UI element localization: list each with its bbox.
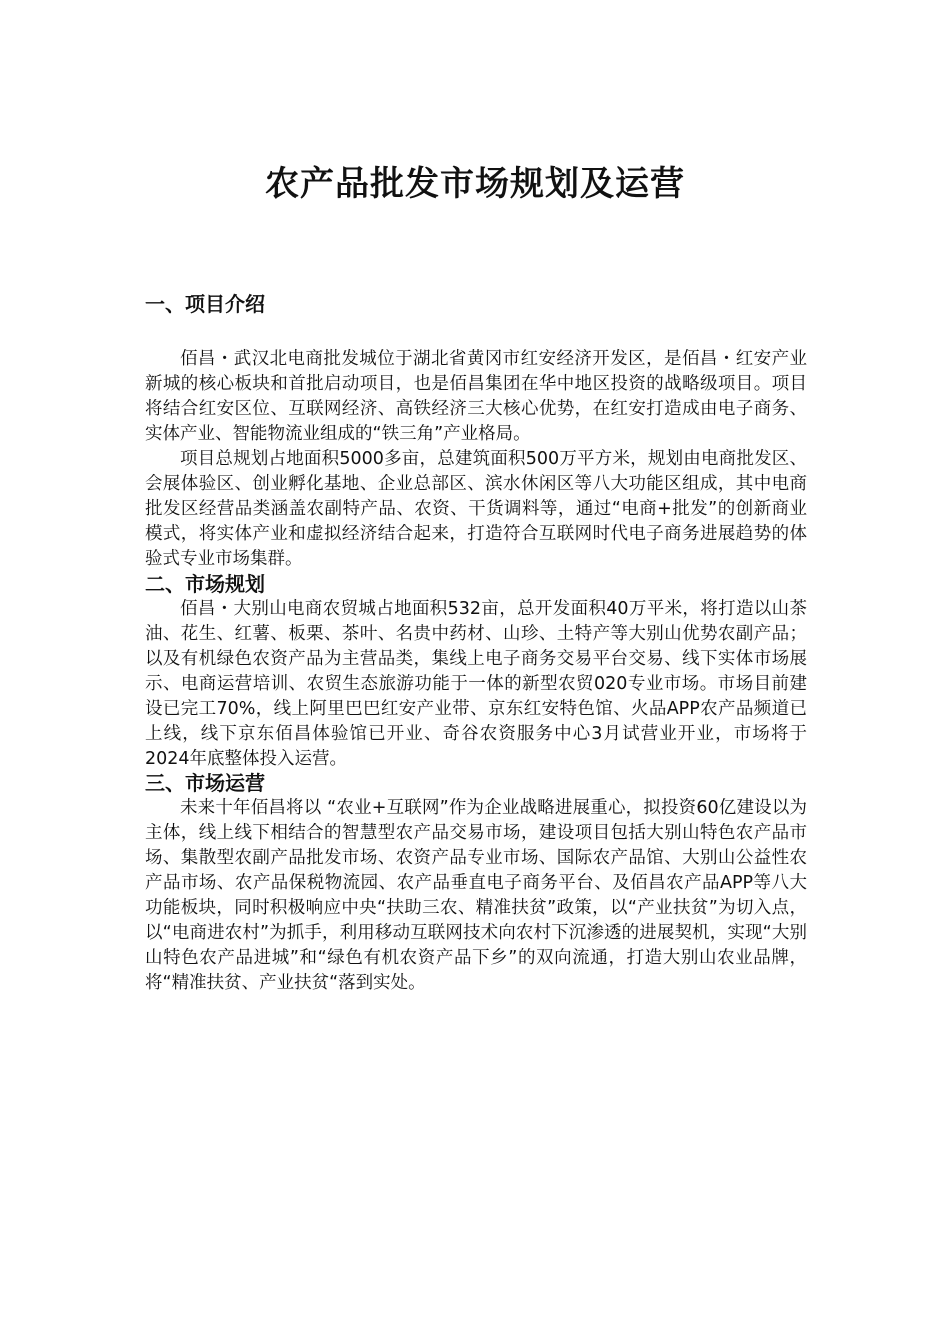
paragraph: 佰昌・武汉北电商批发城位于湖北省黄冈市红安经济开发区，是佰昌・红安产业新城的核心板块和首批启动项目，也是佰昌集团在华中地区投资的战略级项目。项目将结合红安区位、互联网经济、高铁经济三大核心优势，在红安打造成由电子商务、实体产业、智能物流业组成的“铁三角”产业格局。 [145, 349, 807, 444]
paragraph: 项目总规划占地面积5000多亩，总建筑面积500万平方米，规划由电商批发区、会展体验区、创业孵化基地、企业总部区、滨水休闲区等八大功能区组成，其中电商批发区经营品类涵盖农副特产品、农资、干货调料等，通过“电商+批发”的创新商业模式，将实体产业和虚拟经济结合起来，打造符合互联网时代电子商务进展趋势的体验式专业市场集群。 [145, 449, 807, 569]
section-market-operation [145, 771, 807, 996]
section-market-planning [145, 572, 807, 772]
section-body-project-intro [145, 347, 807, 572]
paragraph: 未来十年佰昌将以 “农业+互联网”作为企业战略进展重心，拟投资60亿建设以为主体，线上线下相结合的智慧型农产品交易市场，建设项目包括大别山特色农产品市场、集散型农副产品批发市场、农资产品专业市场、国际农产品馆、大别山公益性农产品市场、农产品保税物流园、农产品垂直电子商务平台、及佰昌农产品APP等八大功能板块，同时积极响应中央“扶助三农、精准扶贫”政策，以“产业扶贫”为切入点，以“电商进农村”为抓手，利用移动互联网技术向农村下沉渗透的进展契机，实现“大别山特色农产品进城”和“绿色有机农资产品下乡”的双向流通，打造大别山农业品牌，将“精准扶贫、产业扶贫“落到实处。 [145, 798, 807, 993]
document-title: 农产品批发市场规划及运营 [265, 164, 685, 204]
section-heading-project-intro: 一、项目介绍 [145, 292, 265, 316]
section-heading-market-operation: 三、市场运营 [145, 771, 265, 795]
paragraph: 佰昌・大别山电商农贸城占地面积532亩，总开发面积40万平米，将打造以山茶油、花生、红薯、板栗、茶叶、名贵中药材、山珍、土特产等大别山优势农副产品；以及有机绿色农资产品为主营品类，集线上电子商务交易平台交易、线下实体市场展示、电商运营培训、农贸生态旅游功能于一体的新型农贸020专业市场。市场目前建设已完工70%，线上阿里巴巴红安产业带、京东红安特色馆、火品APP农产品频道已上线，线下京东佰昌体验馆已开业、奇谷农资服务中心3月试营业开业，市场将于2024年底整体投入运营。 [145, 599, 807, 769]
section-heading-market-planning: 二、市场规划 [145, 572, 265, 596]
